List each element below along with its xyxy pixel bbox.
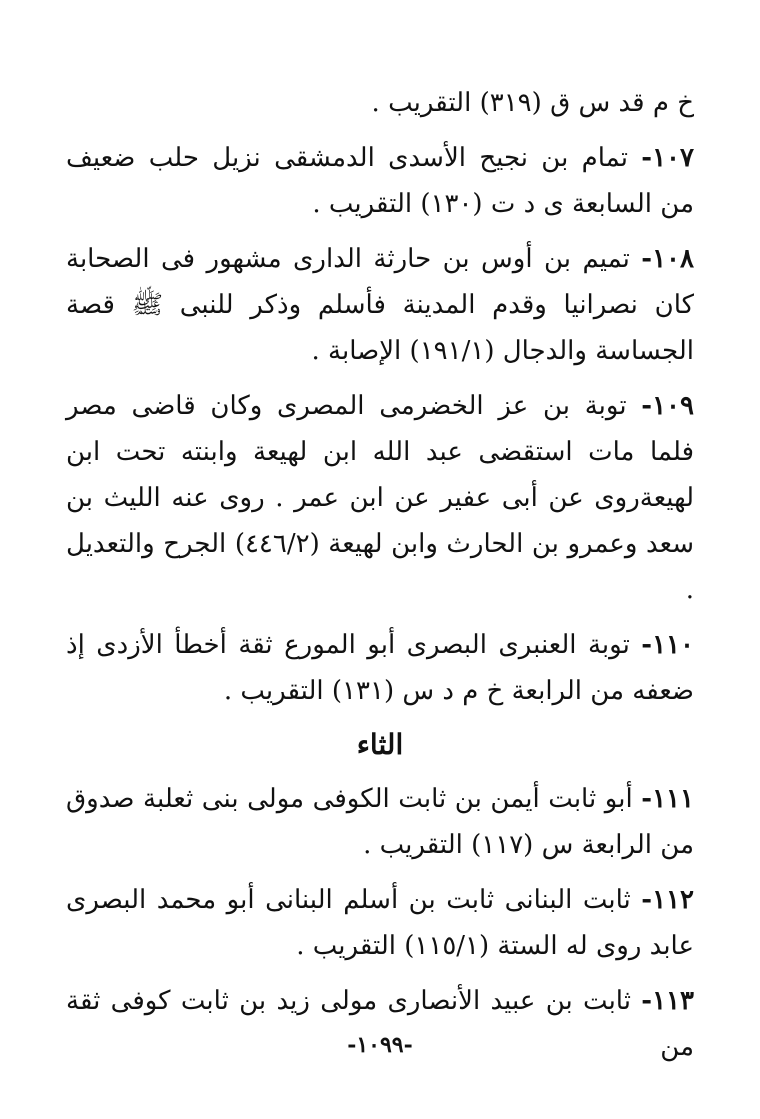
entry-text: خ م قد س ق (٣١٩) التقريب . xyxy=(371,88,694,118)
entry-continuation xyxy=(66,80,694,126)
entry-number: ١٠٧- xyxy=(641,143,694,173)
entry-text: أبو ثابت أيمن بن ثابت الكوفى مولى بنى ثعلبة صدوق من الرابعة س (١١٧) التقريب . xyxy=(66,784,694,860)
entry-number: ١٠٨- xyxy=(641,244,694,274)
entry-text: توبة العنبرى البصرى أبو المورع ثقة أخطأ الأزدى إذ ضعفه من الرابعة خ م د س (١٣١) التقريب . xyxy=(66,630,694,706)
page-number: -١٠٩٩- xyxy=(347,1032,413,1058)
entry-number: ١٠٩- xyxy=(641,391,694,421)
entry-number: ١١١- xyxy=(641,784,694,814)
entry-112 xyxy=(66,877,694,969)
entry-text: تميم بن أوس بن حارثة الدارى مشهور فى الصحابة كان نصرانيا وقدم المدينة فأسلم وذكر للنبى ﷺ قصة الجساسة والدجال (١٩١/١) الإصابة . xyxy=(66,244,694,366)
entry-107 xyxy=(66,135,694,227)
entry-number: ١١٢- xyxy=(641,885,694,915)
entry-111 xyxy=(66,776,694,868)
entry-number: ١١٣- xyxy=(641,986,694,1016)
entry-108 xyxy=(66,236,694,374)
entry-110 xyxy=(66,622,694,714)
entry-number: ١١٠- xyxy=(641,630,694,660)
entry-text: ثابت البنانى ثابت بن أسلم البنانى أبو محمد البصرى عابد روى له الستة (١١٥/١) التقريب . xyxy=(66,885,694,961)
entry-text: تمام بن نجيح الأسدى الدمشقى نزيل حلب ضعيف من السابعة ى د ت (١٣٠) التقريب . xyxy=(66,143,694,219)
entry-text: توبة بن عز الخضرمى المصرى وكان قاضى مصر فلما مات استقضى عبد الله ابن لهيعة وابنته تحت ابن لهيعةروى عن أبى عفير عن ابن عمر . روى عنه الليث بن سعد وعمرو بن الحارث وابن لهيعة (٤٤٦/٢) الجرح والتعديل . xyxy=(66,391,694,605)
entry-109 xyxy=(66,383,694,613)
entry-text: ثابت بن عبيد الأنصارى مولى زيد بن ثابت كوفى ثقة من xyxy=(66,986,694,1062)
section-heading: الثاء xyxy=(356,728,404,761)
page-body xyxy=(66,80,694,1079)
